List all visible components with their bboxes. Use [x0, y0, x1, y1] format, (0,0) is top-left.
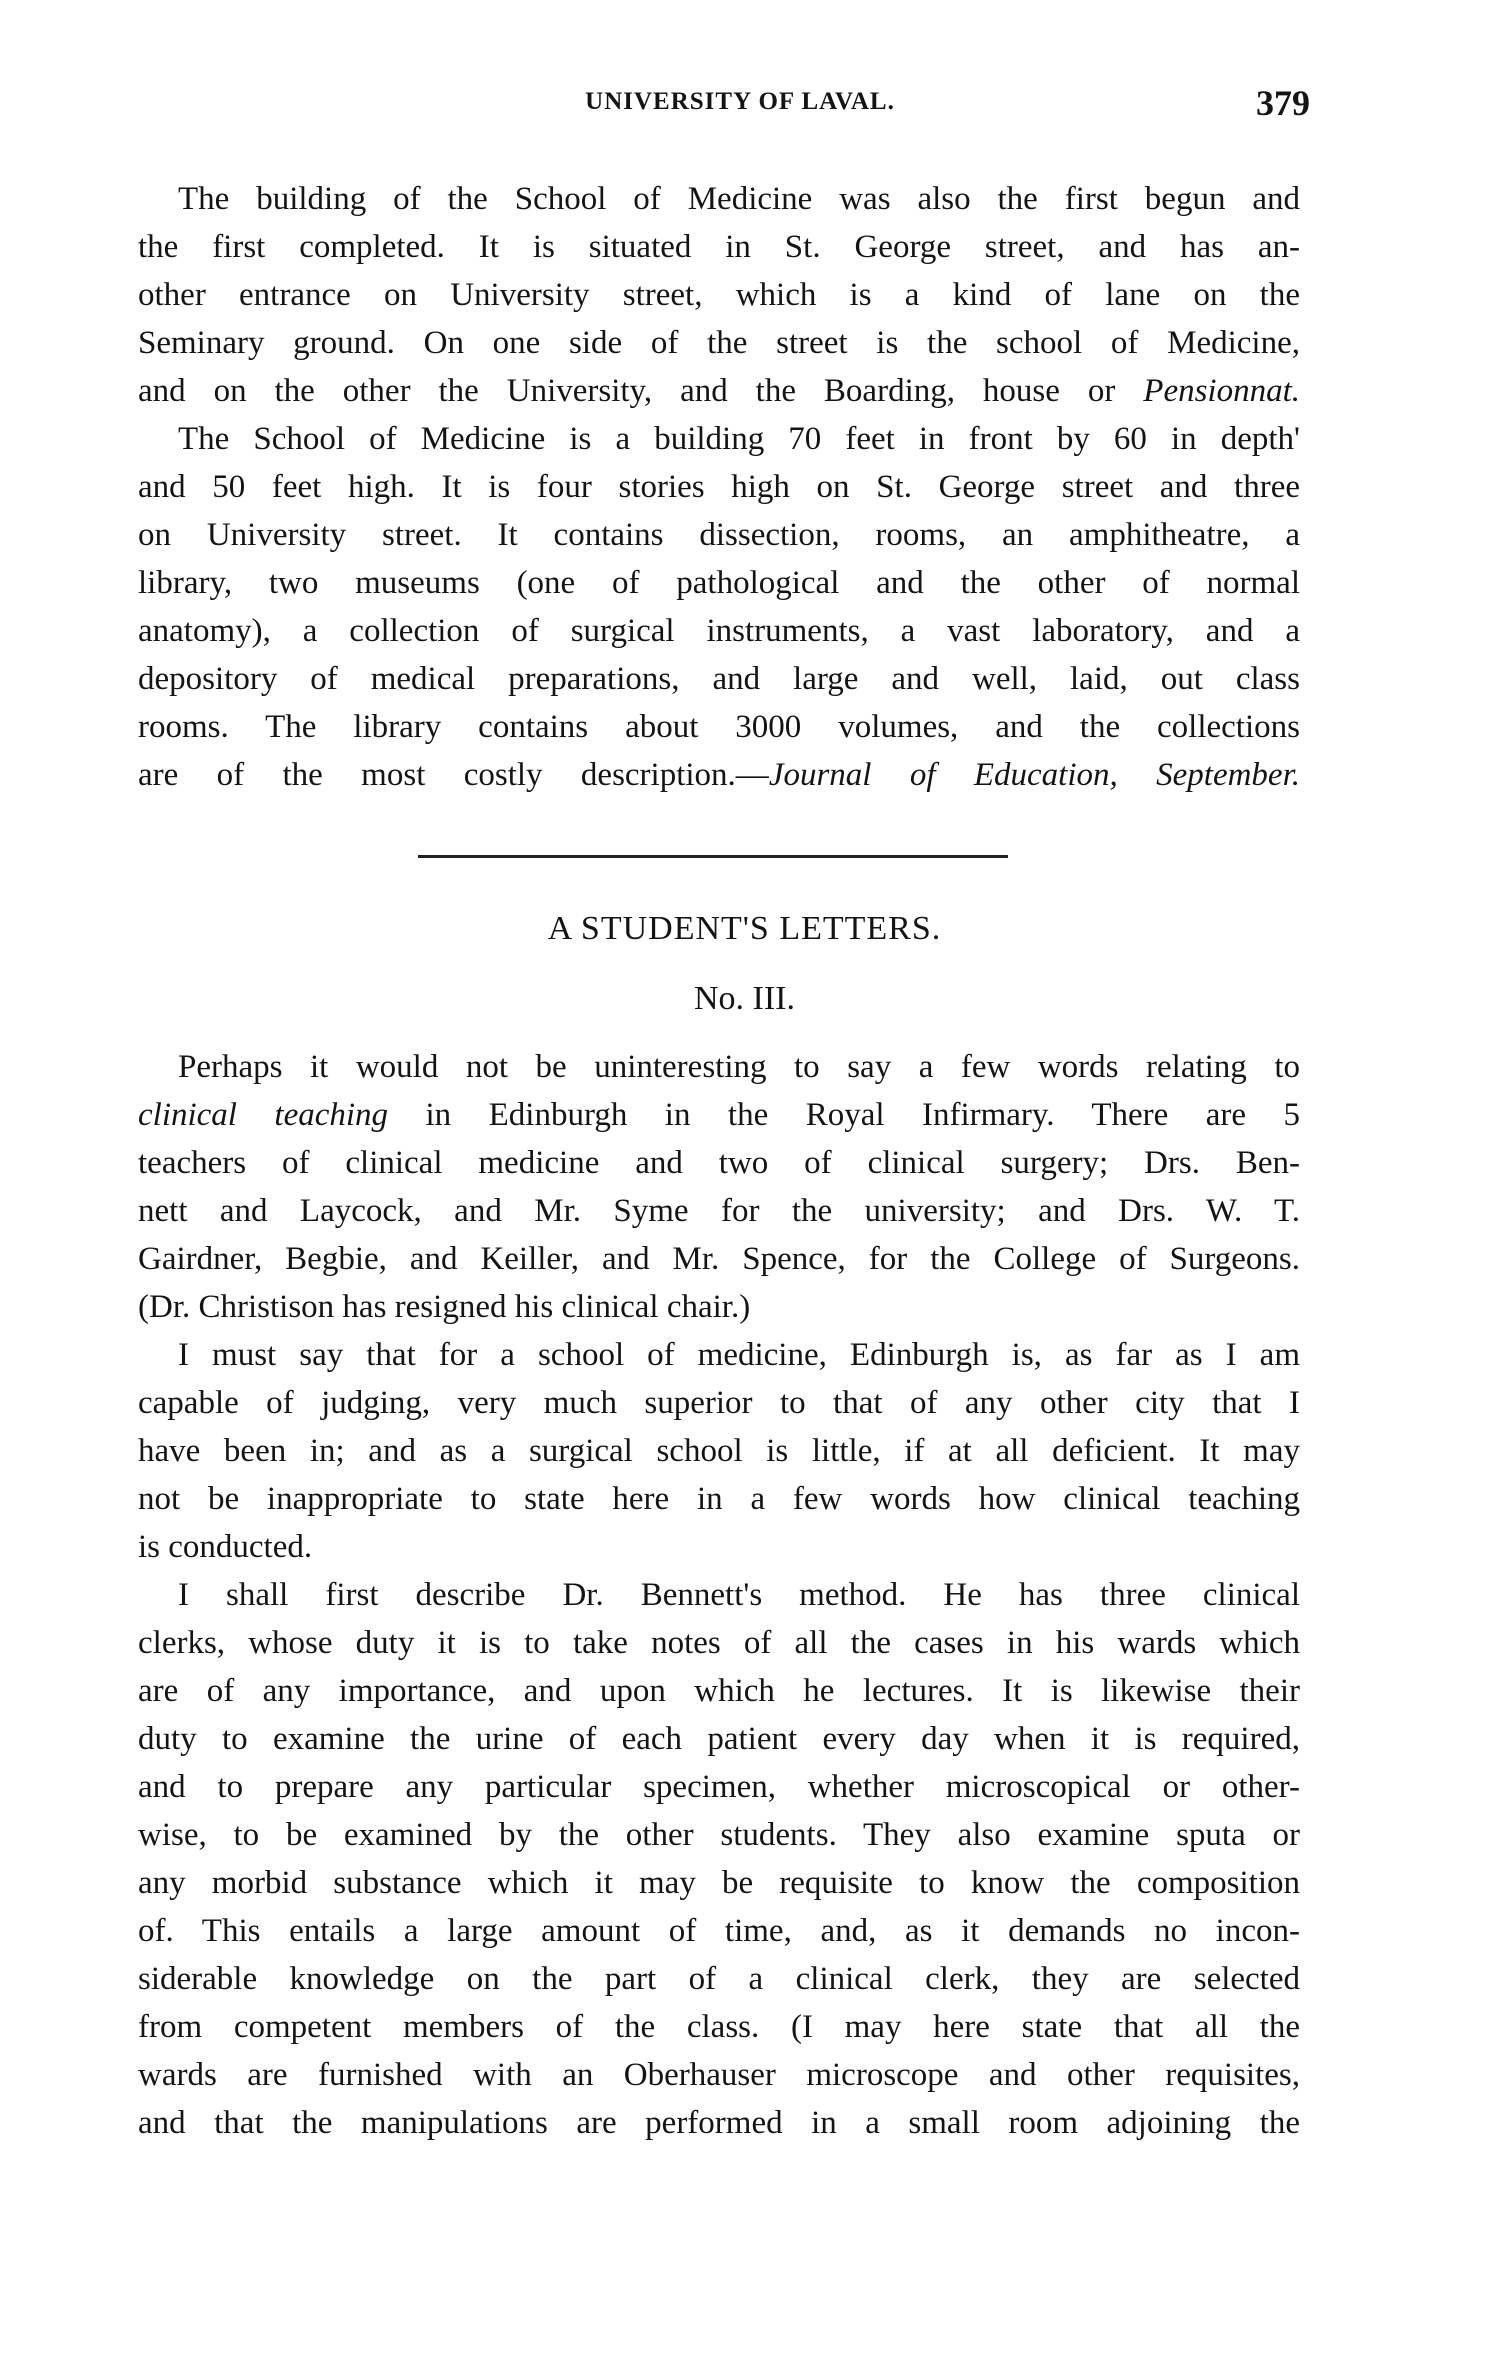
text-line: and 50 feet high. It is four stories high on St. George street and three: [138, 469, 1300, 505]
text-line: The building of the School of Medicine was also the first begun and: [178, 181, 1300, 217]
text-line: The School of Medicine is a building 70 feet in front by 60 in depth': [178, 421, 1300, 457]
text-line: wards are furnished with an Oberhauser microscope and other requisites,: [138, 2057, 1300, 2093]
section-number: No. III.: [693, 980, 796, 1017]
text-line: Seminary ground. On one side of the street is the school of Medicine,: [138, 325, 1300, 361]
text-line: other entrance on University street, which is a kind of lane on the: [138, 277, 1300, 313]
text-line: have been in; and as a surgical school is little, if at all deficient. It may: [138, 1433, 1300, 1469]
page-number: 379: [1256, 83, 1310, 123]
text-line: Gairdner, Begbie, and Keiller, and Mr. Spence, for the College of Surgeons.: [138, 1241, 1300, 1277]
clinical-teaching-italic: clinical teaching: [138, 1097, 389, 1133]
journal-citation: Journal of Education, September.: [768, 757, 1301, 793]
text-line: [138, 1091, 1300, 1139]
section-title: A STUDENT'S LETTERS.: [547, 910, 942, 947]
text-span: in Edinburgh in the Royal Infirmary. There are 5: [388, 1097, 1301, 1133]
text-line: depository of medical preparations, and large and well, laid, out class: [138, 661, 1300, 697]
text-line: [138, 367, 1300, 415]
text-line: I shall first describe Dr. Bennett's method. He has three clinical: [178, 1577, 1300, 1613]
text-line: clerks, whose duty it is to take notes of all the cases in his wards which: [138, 1625, 1300, 1661]
text-line: are of any importance, and upon which he lectures. It is likewise their: [138, 1673, 1300, 1709]
text-line: anatomy), a collection of surgical instruments, a vast laboratory, and a: [138, 613, 1300, 649]
running-title: UNIVERSITY OF LAVAL.: [585, 88, 895, 115]
text-line: wise, to be examined by the other students. They also examine sputa or: [138, 1817, 1300, 1853]
text-line: I must say that for a school of medicine, Edinburgh is, as far as I am: [178, 1337, 1300, 1373]
text-line: and to prepare any particular specimen, whether microscopical or other-: [138, 1769, 1300, 1805]
text-span: and on the other the University, and the Boarding, house or: [138, 373, 1116, 409]
text-line: teachers of clinical medicine and two of clinical surgery; Drs. Ben-: [138, 1145, 1300, 1181]
text-line: library, two museums (one of pathological and the other of normal: [138, 565, 1300, 601]
text-line: nett and Laycock, and Mr. Syme for the university; and Drs. W. T.: [138, 1193, 1300, 1229]
text-line: on University street. It contains dissection, rooms, an amphitheatre, a: [138, 517, 1300, 553]
text-line: of. This entails a large amount of time, and, as it demands no incon-: [138, 1913, 1300, 1949]
page-header: [180, 83, 1310, 138]
text-line: the first completed. It is situated in St. George street, and has an-: [138, 229, 1300, 265]
section-divider: [418, 855, 1008, 858]
text-line: and that the manipulations are performed in a small room adjoining the: [138, 2105, 1300, 2141]
text-line: capable of judging, very much superior to that of any other city that I: [138, 1385, 1300, 1421]
text-line: any morbid substance which it may be requisite to know the composition: [138, 1865, 1300, 1901]
text-line: siderable knowledge on the part of a clinical clerk, they are selected: [138, 1961, 1300, 1997]
text-line: [138, 751, 1300, 799]
text-line: Perhaps it would not be uninteresting to say a few words relating to: [178, 1049, 1300, 1085]
text-span: are of the most costly description.—: [138, 757, 769, 793]
text-line: from competent members of the class. (I may here state that all the: [138, 2009, 1300, 2045]
text-line: not be inappropriate to state here in a few words how clinical teaching: [138, 1481, 1300, 1517]
pensionnat-italic: Pensionnat.: [1143, 373, 1301, 409]
text-line: rooms. The library contains about 3000 volumes, and the collections: [138, 709, 1300, 745]
text-line: is conducted.: [138, 1529, 313, 1565]
text-line: duty to examine the urine of each patient every day when it is required,: [138, 1721, 1300, 1757]
text-line: (Dr. Christison has resigned his clinical chair.): [138, 1289, 751, 1325]
